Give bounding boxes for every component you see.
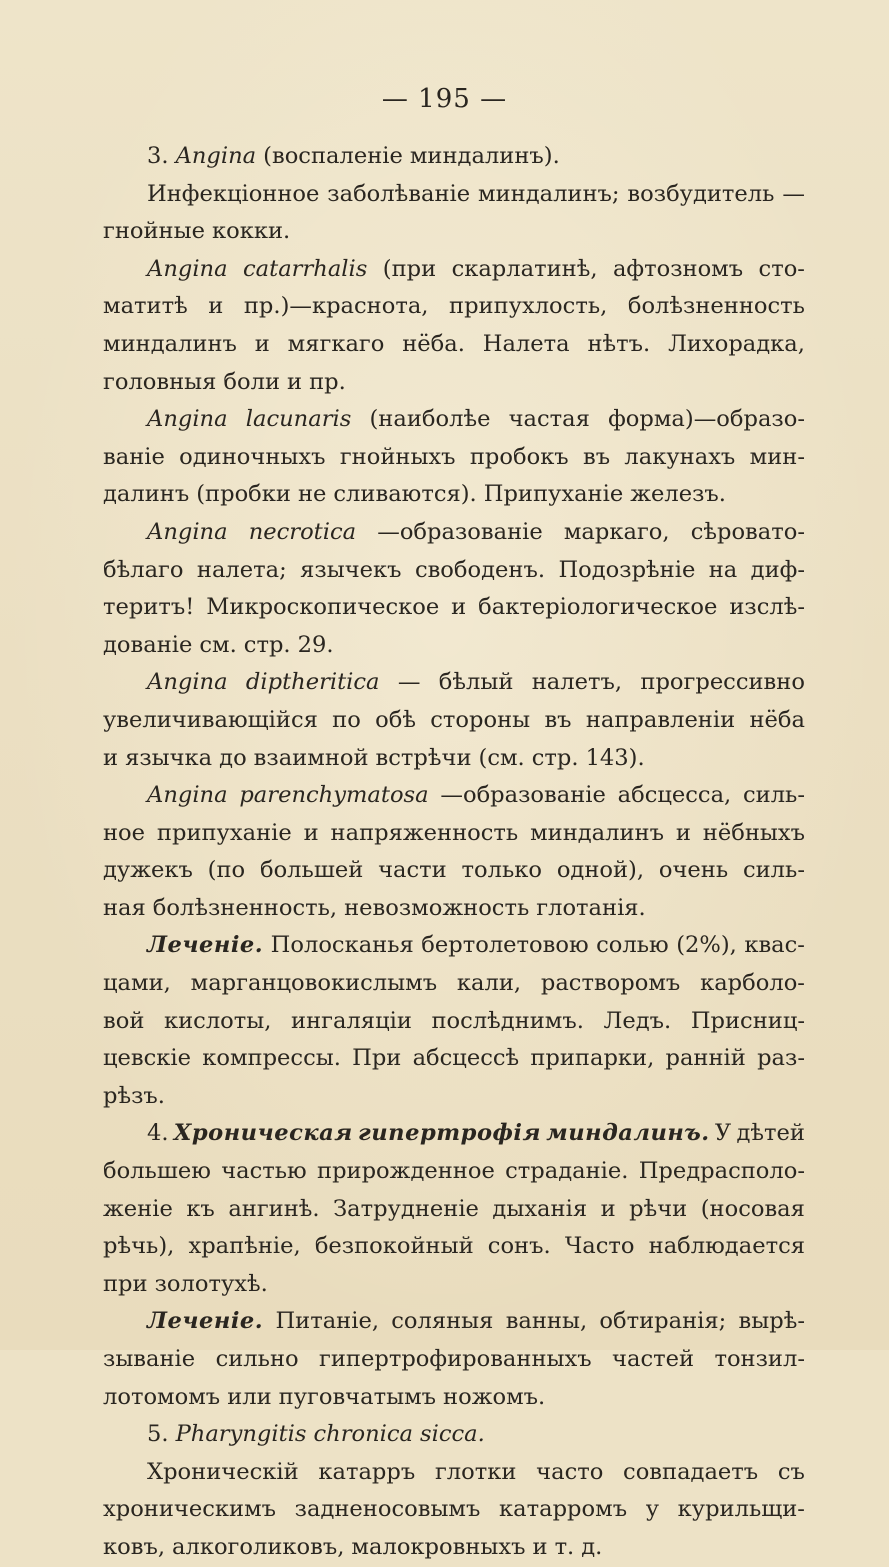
word: (пробки [196, 481, 291, 508]
word: совпадаетъ [623, 1458, 759, 1485]
word: Леченіе. [147, 932, 264, 959]
word: Angina [147, 255, 228, 282]
word: болѣзненность [627, 293, 805, 320]
word: не [297, 481, 327, 508]
word: маркаго, [563, 518, 670, 545]
word: одиночныхъ [179, 443, 326, 470]
word: возбудитель [627, 180, 775, 207]
word: пуговчатымъ [278, 1383, 437, 1410]
word: (по [207, 857, 246, 884]
word: У [714, 1120, 732, 1147]
page-number: — 195 — [381, 84, 508, 114]
word: квас- [744, 932, 805, 959]
word: Angina [147, 518, 228, 545]
word: 5. [147, 1421, 169, 1448]
text-line [103, 664, 805, 702]
word: вой [103, 1007, 145, 1034]
word: миндалинъ [530, 819, 664, 846]
text-line [103, 1040, 805, 1078]
text-line [103, 1266, 805, 1304]
word: ная [103, 894, 146, 921]
word: силь- [742, 857, 805, 884]
word: соляныя [391, 1308, 494, 1335]
word: нёба. [402, 330, 465, 357]
word: невозможность [344, 894, 530, 921]
word: до [219, 744, 247, 771]
text-line [103, 552, 805, 590]
word: диф- [750, 556, 805, 583]
word: лакунахъ [624, 443, 736, 470]
word: увеличивающійся [103, 706, 318, 733]
text-line [103, 1416, 805, 1454]
word: золотухѣ. [154, 1270, 268, 1297]
word: встрѣчи [375, 744, 472, 771]
text-line [103, 1228, 805, 1266]
word: diptheritica [245, 669, 380, 696]
word: цевскіе [103, 1045, 191, 1072]
word: catarrhalis [243, 255, 368, 282]
word: направленіи [585, 706, 736, 733]
text-line [103, 326, 805, 364]
text-line [103, 852, 805, 890]
word: карболо- [700, 970, 805, 997]
word: necrotica [248, 518, 357, 545]
word: компрессы. [202, 1045, 341, 1072]
word: нёбныхъ [702, 819, 805, 846]
text-line [103, 890, 805, 928]
word: ножомъ. [443, 1383, 546, 1410]
word: алкоголиковъ, [172, 1533, 345, 1560]
word: дованіе [103, 631, 193, 658]
word: афтозномъ [612, 255, 744, 282]
word: — [782, 180, 805, 207]
word: матитѣ [103, 293, 188, 320]
word: одной), [556, 857, 645, 884]
word: послѣднимъ. [431, 1007, 584, 1034]
word: прирожденное [317, 1158, 495, 1185]
word: дыханія [492, 1195, 588, 1222]
word: ковъ, [103, 1533, 166, 1560]
word: Часто [564, 1233, 635, 1260]
word: пр.)—краснота, [243, 293, 429, 320]
text-line [103, 1003, 805, 1041]
word: ранній [665, 1045, 746, 1072]
word: форма)—образо- [608, 406, 805, 433]
word: ванны, [505, 1308, 588, 1335]
word: въ [544, 706, 572, 733]
word: chronica [313, 1421, 414, 1448]
word: большею [103, 1158, 211, 1185]
word: и [675, 819, 691, 846]
word: и [103, 744, 119, 771]
word: солью [596, 932, 669, 959]
word: гнойные [103, 218, 205, 245]
text-line [103, 815, 805, 853]
word: свободенъ. [414, 556, 546, 583]
word: большей [259, 857, 364, 884]
word: боли [223, 368, 281, 395]
word: и [254, 330, 270, 357]
word: часто [536, 1458, 604, 1485]
word: части [378, 857, 447, 884]
word: Инфекціонное [147, 180, 320, 207]
word: миндалинъ; [478, 180, 620, 207]
word: При [352, 1045, 402, 1072]
word: бѣлаго [103, 556, 184, 583]
word: — [397, 669, 421, 696]
word: частая [508, 406, 590, 433]
word: пр. [309, 368, 346, 395]
word: бертолетовою [421, 932, 589, 959]
word: parenchymatosa [239, 782, 429, 809]
word: катарромъ [499, 1496, 628, 1523]
word: стр. [243, 631, 291, 658]
word: катарръ [318, 1458, 416, 1485]
word: рѣзъ. [103, 1082, 165, 1109]
word: стр. [531, 744, 579, 771]
word: бѣлый [438, 669, 514, 696]
word: съ [777, 1458, 805, 1485]
word: марганцовокислымъ [190, 970, 438, 997]
word: дѣтей [736, 1120, 805, 1147]
word: кали, [456, 970, 522, 997]
word: (2%), [676, 932, 737, 959]
word: sicca. [420, 1421, 485, 1448]
text-line [103, 740, 805, 778]
word: сильно [215, 1346, 299, 1372]
word: Питаніе, [275, 1308, 380, 1335]
word: ангинѣ. [228, 1195, 320, 1222]
word: Angina [175, 143, 257, 169]
word: Angina [147, 669, 228, 696]
word: (при [382, 255, 437, 282]
text-line [103, 965, 805, 1003]
word: взаимной [253, 744, 369, 771]
word: Полосканья [270, 932, 414, 959]
text-line [103, 1379, 805, 1417]
text-line [103, 514, 805, 552]
word: Хроническій [147, 1458, 299, 1485]
word: пробокъ [469, 443, 569, 470]
word: у [645, 1496, 660, 1523]
word: Angina [147, 406, 228, 433]
text-line [103, 1078, 805, 1116]
word: мягкаго [287, 330, 385, 357]
word: сто- [758, 255, 805, 282]
word: страданіе. [505, 1158, 629, 1185]
word: д. [581, 1533, 603, 1560]
word: кокки. [211, 218, 291, 245]
word: гипертрофированныхъ [319, 1346, 592, 1372]
word: язычка [125, 744, 213, 771]
word: частью [221, 1158, 307, 1185]
word: наблюдается [648, 1233, 805, 1260]
word: рѣчь), [103, 1233, 175, 1260]
word: Припуханіе [483, 481, 624, 508]
word: lacunaris [245, 406, 352, 433]
text-line [103, 251, 805, 289]
word: стороны [430, 706, 531, 733]
word: Налета [482, 330, 570, 357]
word: т. [554, 1533, 575, 1560]
word: абсцессѣ [412, 1045, 520, 1072]
word: растворомъ [540, 970, 681, 997]
word: задненосовымъ [294, 1496, 481, 1523]
word: (наиболѣе [369, 406, 491, 433]
word: къ [186, 1195, 215, 1222]
text-line [103, 213, 805, 251]
word: теритъ! [103, 594, 195, 621]
word: припуханіе [156, 819, 292, 846]
page-text [103, 138, 805, 1567]
word: 4. [147, 1120, 169, 1147]
word: или [227, 1383, 272, 1410]
text-line [103, 1491, 805, 1529]
word: глотки [434, 1458, 517, 1485]
word: обтиранія; [599, 1308, 727, 1335]
word: Присниц- [690, 1007, 805, 1034]
word: тонзил- [714, 1346, 805, 1372]
word: вырѣ- [738, 1308, 805, 1335]
word: 143). [585, 744, 645, 771]
word: Angina [147, 782, 228, 809]
word: Лихорадка, [668, 330, 805, 357]
word: сонъ. [487, 1233, 551, 1260]
word: очень [658, 857, 729, 884]
word: —образованіе [377, 518, 543, 545]
word: Леченіе. [147, 1308, 264, 1335]
word: и [208, 293, 224, 320]
text-line [103, 1454, 805, 1492]
text-line [103, 1115, 805, 1153]
word: Затрудненіе [333, 1195, 479, 1222]
word: женіе [103, 1195, 173, 1222]
word: налета; [196, 556, 287, 583]
word: далинъ [103, 481, 190, 508]
word: частей [612, 1346, 695, 1372]
text-line [103, 1529, 805, 1567]
word: см. [199, 631, 237, 658]
text-line [103, 927, 805, 965]
word: гнойныхъ [339, 443, 456, 470]
word: на [708, 556, 738, 583]
word: болѣзненность, [152, 894, 338, 921]
word: заболѣваніе [327, 180, 471, 207]
text-line [103, 439, 805, 477]
word: храпѣніе, [188, 1233, 301, 1260]
word: зываніе [103, 1346, 196, 1372]
word: (см. [478, 744, 525, 771]
text-line [103, 1341, 805, 1379]
word: налетъ, [531, 669, 623, 696]
text-line [103, 702, 805, 740]
text-line [103, 288, 805, 326]
word: Микроскопическое [206, 594, 440, 621]
word: силь- [742, 782, 805, 809]
text-line [103, 364, 805, 402]
word: кислоты, [163, 1007, 272, 1034]
word: железъ. [630, 481, 726, 508]
word: при [103, 1270, 148, 1297]
word: ингаляціи [291, 1007, 412, 1034]
text-line [103, 1303, 805, 1341]
word: Подозрѣніе [558, 556, 696, 583]
word: хроническимъ [103, 1496, 277, 1523]
text-line [103, 138, 805, 176]
text-line [103, 627, 805, 665]
text-line [103, 589, 805, 627]
word: изслѣ- [729, 594, 805, 621]
word: сливаются). [333, 481, 477, 508]
word: напряженность [330, 819, 519, 846]
word: ное [103, 819, 146, 846]
word: припарки, [530, 1045, 655, 1072]
word: малокровныхъ [351, 1533, 526, 1560]
word: и [451, 594, 467, 621]
word: глотанія. [536, 894, 646, 921]
word: и [287, 368, 303, 395]
word: по [332, 706, 361, 733]
word: 3. [147, 143, 169, 169]
text-line [103, 176, 805, 214]
word: раз- [757, 1045, 805, 1072]
word: Ледъ. [603, 1007, 672, 1034]
word: цами, [103, 970, 171, 997]
text-line [103, 777, 805, 815]
text-line [103, 401, 805, 439]
word: лотомомъ [103, 1383, 221, 1410]
word: головныя [103, 368, 217, 395]
word: нѣтъ. [587, 330, 651, 357]
word: нёба [749, 706, 805, 733]
word: Предрасполо- [638, 1158, 805, 1185]
word: миндалинъ [103, 330, 237, 357]
word: прогрессивно [640, 669, 805, 696]
word: 29. [297, 631, 334, 658]
word: и [303, 819, 319, 846]
word: дужекъ [103, 857, 193, 884]
text-line [103, 1191, 805, 1229]
word: (носовая [700, 1195, 805, 1222]
word: Pharyngitis [175, 1421, 307, 1448]
word: ваніе [103, 443, 165, 470]
word: курильщи- [677, 1496, 805, 1523]
word: миндалинъ). [409, 143, 560, 169]
word: скарлатинѣ, [451, 255, 598, 282]
word: сѣровато- [690, 518, 805, 545]
word: миндалинъ. [546, 1120, 710, 1147]
word: —образованіе [440, 782, 606, 809]
word: и [532, 1533, 548, 1560]
word: безпокойный [314, 1233, 474, 1260]
word: и [600, 1195, 616, 1222]
word: рѣчи [629, 1195, 688, 1222]
word: гипертрофія [358, 1120, 541, 1147]
word: обѣ [375, 706, 416, 733]
word: мин- [749, 443, 805, 470]
text-line [103, 476, 805, 514]
word: въ [583, 443, 611, 470]
word: припухлость, [449, 293, 608, 320]
word: бактеріологическое [478, 594, 718, 621]
word: (воспаленіе [263, 143, 403, 169]
word: Хроническая [173, 1120, 353, 1147]
word: только [461, 857, 542, 884]
word: язычекъ [300, 556, 402, 583]
text-line [103, 1153, 805, 1191]
word: абсцесса, [617, 782, 732, 809]
